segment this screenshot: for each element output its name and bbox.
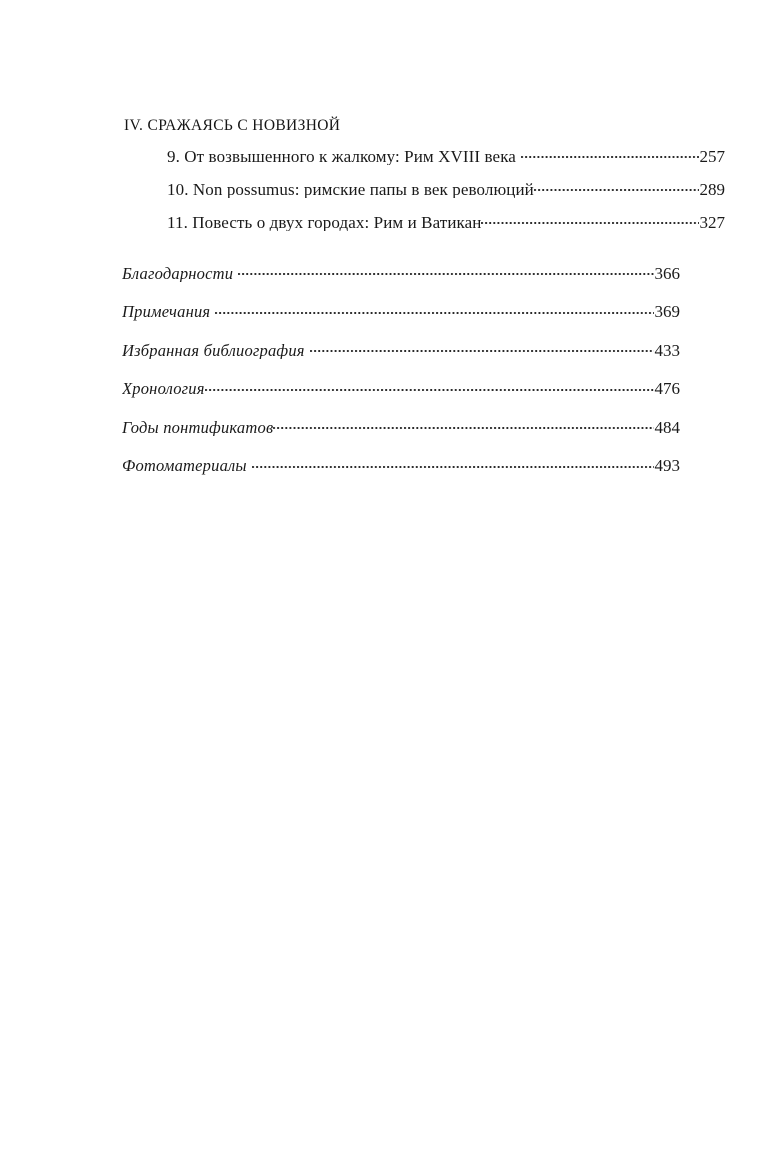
toc-entry-bibliography[interactable] — [122, 339, 680, 360]
toc-entry-title: Примечания — [122, 304, 211, 321]
toc-entry-title: 9. От возвышенного к жалкому: Рим XVIII века — [167, 147, 516, 165]
back-matter-entry-group — [122, 262, 680, 475]
dot-leader — [481, 211, 699, 228]
toc-entry-title: Избранная библиография — [122, 342, 305, 359]
toc-entry-chapter-10[interactable] — [122, 178, 725, 198]
toc-entry-title: Благодарности — [122, 265, 234, 282]
toc-entry-chapter-11[interactable] — [122, 211, 725, 231]
toc-entry-photo-materials[interactable] — [122, 454, 680, 475]
part-heading: IV. СРАЖАЯСЬ С НОВИЗНОЙ — [124, 117, 341, 134]
toc-entry-title: 11. Повесть о двух городах: Рим и Ватикан — [167, 213, 482, 231]
toc-entry-page-number: 327 — [699, 212, 725, 232]
toc-entry-page-number: 366 — [654, 263, 680, 283]
dot-leader — [252, 454, 654, 471]
chapter-entry-group — [122, 145, 725, 232]
toc-entry-page-number: 369 — [654, 302, 680, 321]
toc-entry-page-number: 493 — [654, 456, 680, 475]
toc-entry-title: Фотоматериалы — [122, 458, 247, 475]
toc-entry-page-number: 476 — [654, 379, 680, 398]
toc-entry-chronology[interactable] — [122, 377, 680, 398]
toc-entry-chapter-9[interactable] — [122, 145, 725, 165]
toc-entry-page-number: 433 — [654, 340, 680, 360]
toc-entry-title: 10. Non possumus: римские папы в век революций — [167, 180, 534, 198]
dot-leader — [310, 339, 654, 356]
dot-leader — [521, 145, 699, 162]
toc-entry-acknowledgements[interactable] — [122, 262, 680, 283]
toc-entry-notes[interactable] — [122, 300, 680, 321]
dot-leader — [205, 377, 654, 394]
toc-entry-page-number: 484 — [654, 417, 680, 437]
table-of-contents — [122, 117, 725, 493]
dot-leader — [238, 262, 654, 279]
toc-entry-title: Хронология — [122, 381, 205, 398]
toc-entry-title: Годы понтификатов — [122, 419, 274, 436]
dot-leader — [215, 300, 654, 317]
dot-leader — [273, 416, 654, 433]
toc-entry-page-number: 289 — [699, 179, 725, 199]
dot-leader — [534, 178, 699, 195]
toc-entry-page-number: 257 — [699, 146, 725, 166]
toc-entry-pontificate-years[interactable] — [122, 416, 680, 437]
